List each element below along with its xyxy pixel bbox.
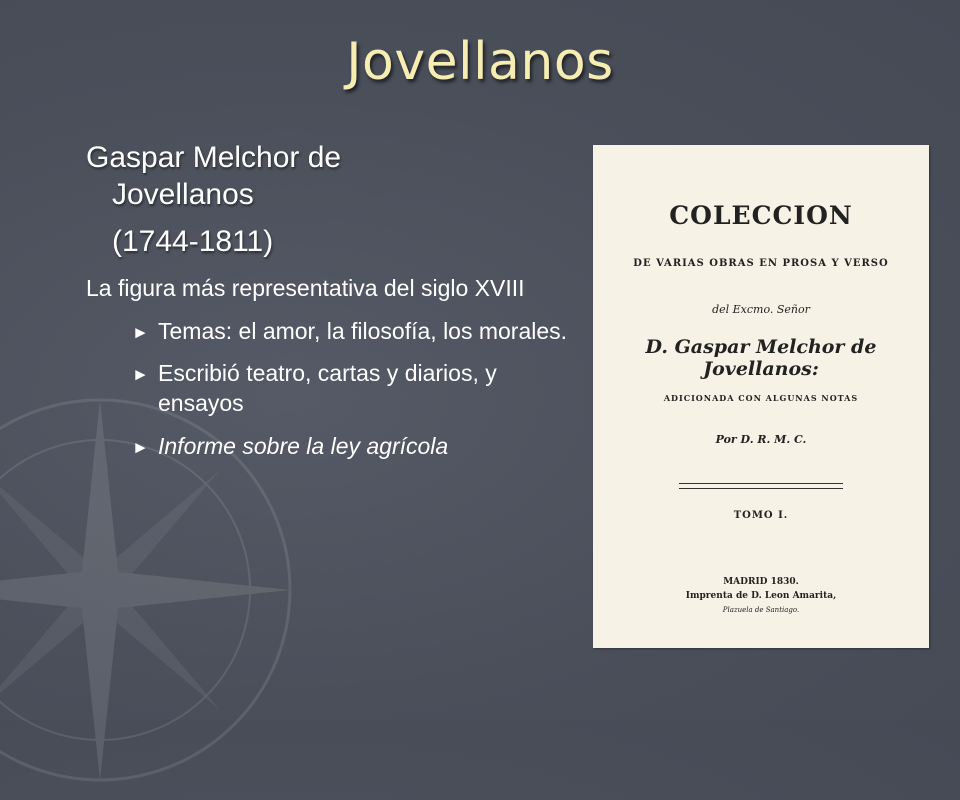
bullet-item-escribio <box>132 358 576 419</box>
cover-divider <box>679 488 843 489</box>
slide-content <box>86 140 576 461</box>
cover-volume: TOMO I. <box>733 510 789 521</box>
bullet-item-temas <box>132 316 576 346</box>
cover-imprint-city: MADRID 1830. <box>723 577 799 587</box>
triangle-bullet-icon: ► <box>132 437 149 457</box>
bullet-text: Temas: el amor, la filosofía, los morales. <box>158 317 568 344</box>
bullet-item-informe <box>132 431 576 461</box>
cover-title: COLECCION <box>669 201 853 230</box>
cover-addition: ADICIONADA CON ALGUNAS NOTAS <box>663 393 859 403</box>
author-description: La figura más representativa del siglo XVIII <box>86 275 525 302</box>
cover-by: Por D. R. M. C. <box>715 433 807 446</box>
slide-title: Jovellanos <box>346 32 614 92</box>
triangle-bullet-icon: ► <box>132 364 149 384</box>
cover-divider <box>679 483 843 484</box>
author-name <box>86 140 576 213</box>
book-cover-image <box>593 145 929 648</box>
bullet-text: Escribió teatro, cartas y diarios, y ensayos <box>158 359 497 417</box>
author-name-line2: Jovellanos <box>112 177 254 211</box>
author-years: (1744-1811) <box>112 225 274 259</box>
cover-dedication: del Excmo. Señor <box>712 303 810 316</box>
cover-subtitle: DE VARIAS OBRAS EN PROSA Y VERSO <box>633 258 889 269</box>
cover-author: D. Gaspar Melchor de Jovellanos: <box>645 336 877 380</box>
triangle-bullet-icon: ► <box>132 322 149 342</box>
author-name-line1: Gaspar Melchor de <box>86 141 342 174</box>
cover-imprint-printer: Imprenta de D. Leon Amarita, <box>685 591 837 601</box>
cover-imprint-note: Plazuela de Santiago. <box>722 606 800 614</box>
bullet-text: Informe sobre la ley agrícola <box>158 432 449 459</box>
